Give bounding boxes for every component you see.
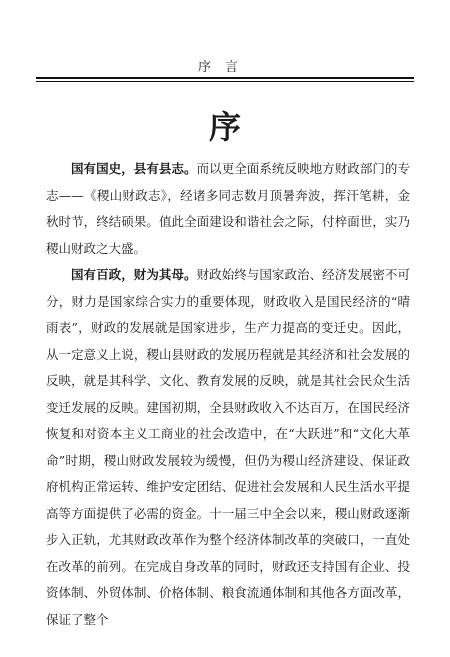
- header-rule-thick: [36, 77, 414, 79]
- running-head: 序言: [197, 60, 252, 75]
- page-title: 序: [208, 108, 241, 146]
- paragraph-text: 财政始终与国家政治、经济发展密不可分，财力是国家综合实力的重要体现，财政收入是国民经济的“晴雨表”，财政的发展就是国家进步，生产力提高的变迁史。因此，从一定意义上说，稷山县财政的发展历程就是其经济和社会发展的反映，就是其科学、文化、教育发展的反映，就是其社会民众生活变迁发展的反映。建国初期，全县财政收入不达百万，在国民经济恢复和对资本主义工商业的社会改造中，在“大跃进”和“文化大革命”时期，稷山财政发展较为缓慢，但仍为稷山经济建设、保证政府机构正常运转、维护安定团结、促进社会发展和人民生活水平提高等方面提供了必需的资金。十一届三中全会以来，稷山财政逐渐步入正轨，尤其财政改革作为整个经济体制改革的突破口，一直处在改革的前列。在完成自身改革的同时，财政还支持国有企业、投资体制、外贸体制、价格体制、粮食流通体制和其他各方面改革，保证了整个: [46, 267, 410, 627]
- paragraph-lead: 国有国史，县有县志。: [71, 161, 197, 176]
- body-text: [46, 156, 410, 633]
- header-rule-thin: [36, 81, 414, 82]
- paragraph-2: [46, 262, 410, 633]
- paragraph-lead: 国有百政，财为其母。: [71, 267, 197, 282]
- paragraph-1: [46, 156, 410, 262]
- paragraph-text: 而以更全面系统反映地方财政部门的专志——《稷山财政志》，经诸多同志数月顶暑奔波，挥汗笔耕，金秋时节，终结硕果。值此全面建设和谐社会之际，付梓面世，实乃稷山财政之大盛。: [46, 161, 410, 256]
